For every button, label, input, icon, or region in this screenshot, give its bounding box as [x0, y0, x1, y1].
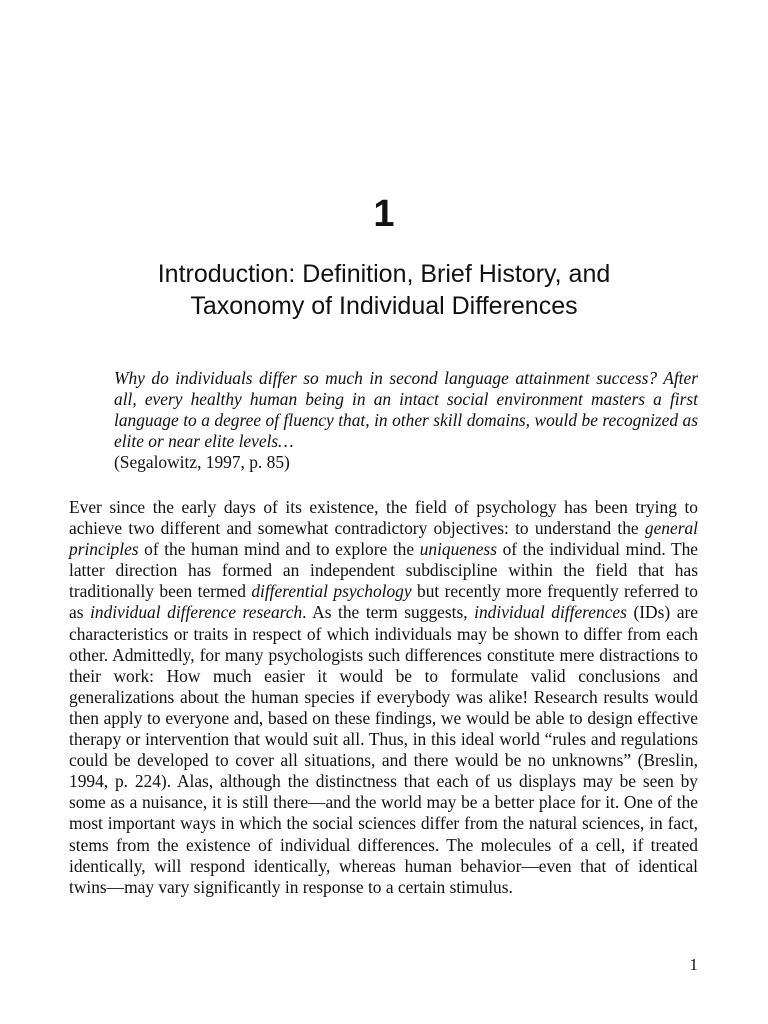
body-emphasis: uniqueness	[419, 539, 497, 560]
body-text-segment: of the individual mind. The latter direction has formed an independent subdiscipline within the field that has traditionally been termed	[69, 539, 698, 602]
chapter-title-line-1: Introduction: Definition, Brief History, and	[157, 260, 611, 288]
chapter-title	[60, 258, 708, 322]
page-number: 1	[689, 955, 698, 974]
epigraph-citation: (Segalowitz, 1997, p. 85)	[114, 452, 290, 472]
epigraph-quote: Why do individuals differ so much in second language attainment success? After all, every healthy human being in an intact social environment masters a first language to a degree of fluency that, in other skill domains, would be recognized as elite or near elite levels…	[114, 368, 698, 451]
chapter-title-line-2: Taxonomy of Individual Differences	[190, 292, 578, 320]
body-text-segment: of the human mind and to explore the	[138, 539, 420, 560]
body-emphasis: differential psychology	[251, 581, 412, 602]
body-emphasis: general principles	[69, 518, 698, 560]
body-emphasis: individual difference research	[90, 602, 303, 623]
body-text-segment: . As the term suggests,	[302, 602, 475, 623]
epigraph	[114, 368, 698, 473]
chapter-number: 1	[373, 193, 395, 235]
body-text-segment: Ever since the early days of its existence, the field of psychology has been trying to achieve two different and somewhat contradictory objectives: to understand the	[69, 497, 698, 539]
body-text-segment: but recently more frequently referred to as	[69, 581, 698, 623]
body-text-segment: (IDs) are characteristics or traits in respect of which individuals may be shown to differ from each other. Admittedly, for many psychologists such differences constitute mere distractions to their work: How much easier it would be to formulate valid conclusions and generalizations about the human species if everybody was alike! Research results would then apply to everyone and, based on these findings, we would be able to design effective therapy or intervention that would suit all. Thus, in this ideal world “rules and regulations could be developed to cover all situations, and there would be no unknowns” (Breslin, 1994, p. 224). Alas, although the distinctness that each of us displays may be seen by some as a nuisance, it is still there—and the world may be a better place for it. One of the most important ways in which the social sciences differ from the natural sciences, in fact, stems from the existence of individual differences. The molecules of a cell, if treated identically, will respond identically, whereas human behavior—even that of identical twins—may vary significantly in response to a certain stimulus.	[69, 602, 698, 897]
body-emphasis: individual differences	[474, 602, 627, 623]
body-paragraph	[69, 497, 698, 898]
